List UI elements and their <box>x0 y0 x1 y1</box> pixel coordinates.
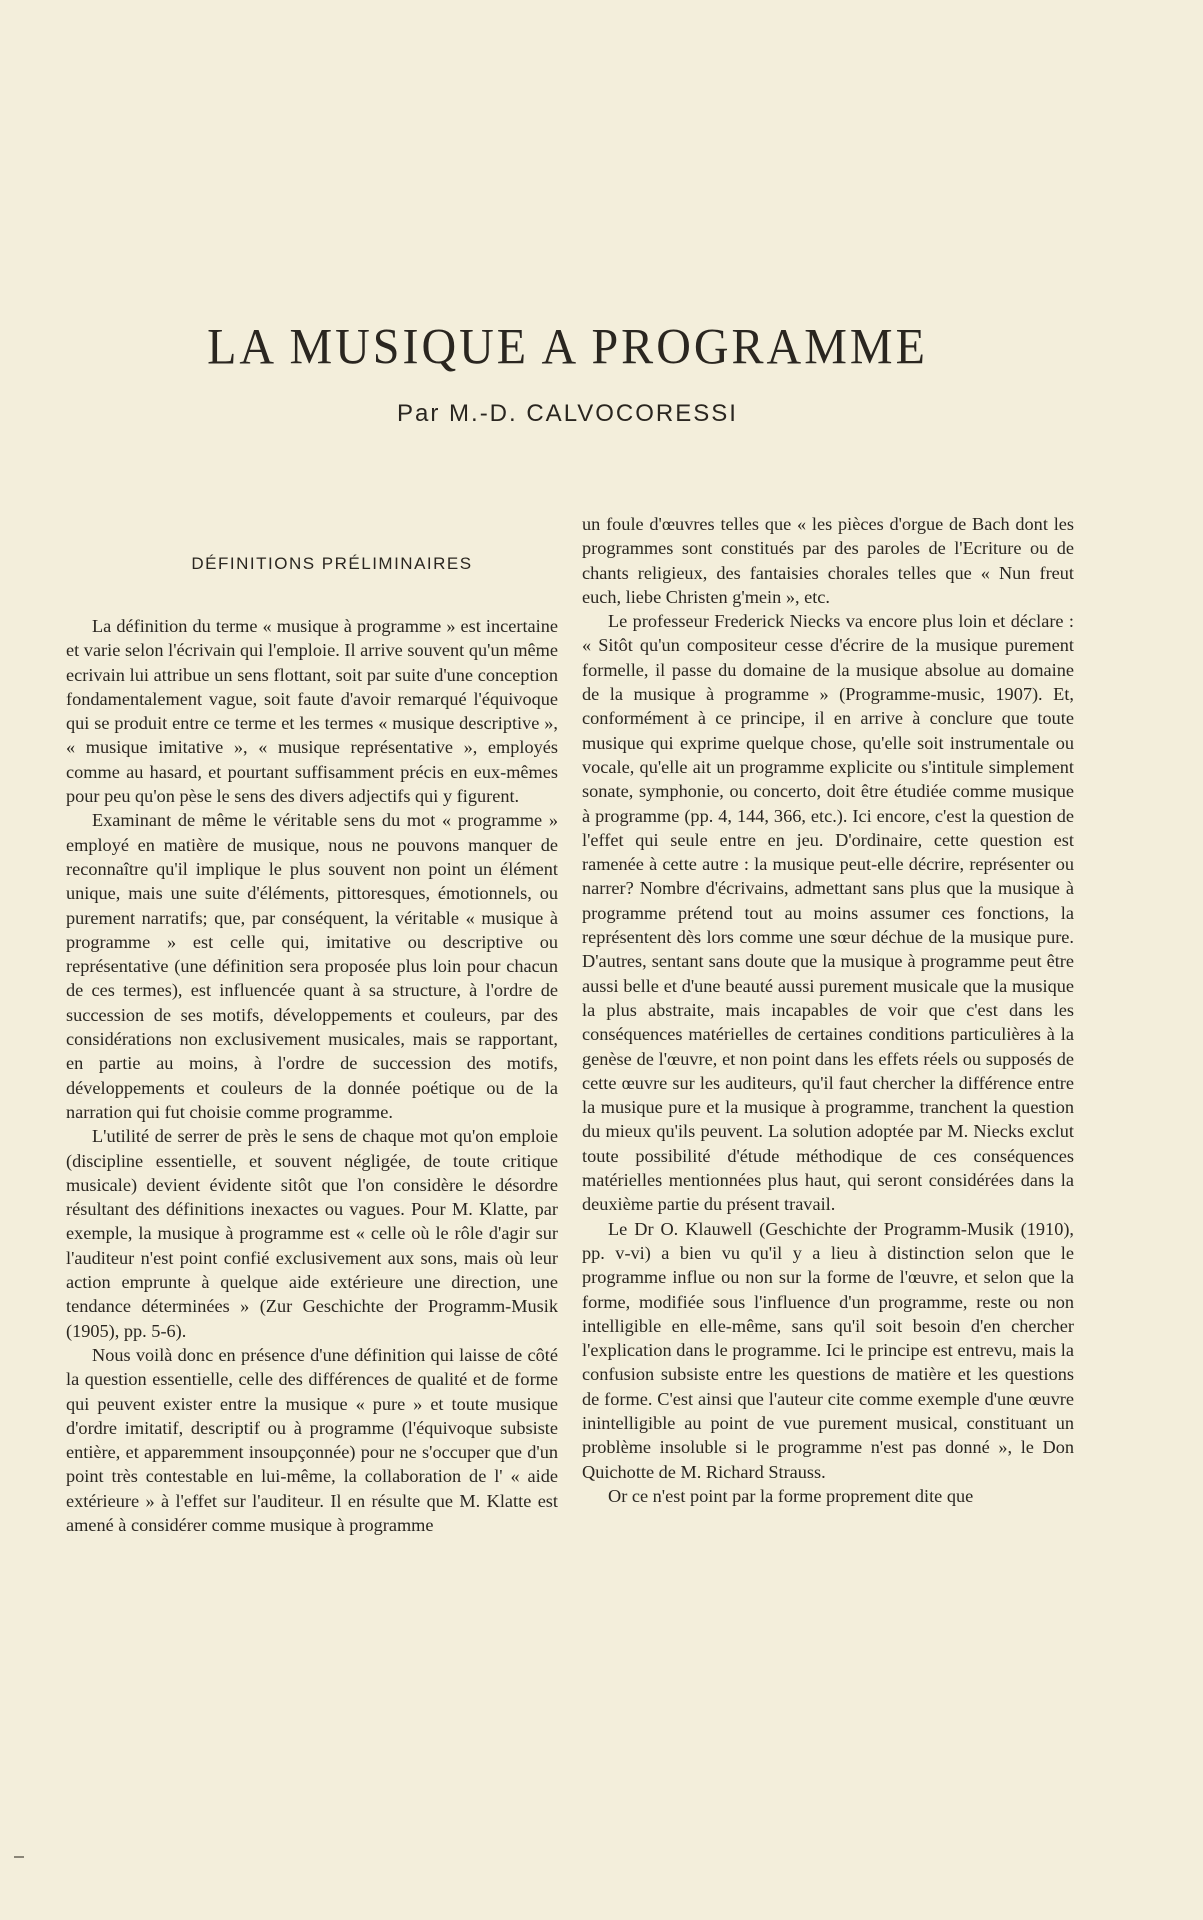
paragraph: Le Dr O. Klauwell (Geschichte der Programm-Musik (1910), pp. v-vi) a bien vu qu'il y a lieu à distinction selon que le programme influe ou non sur la forme de l'œuvre, et selon que la forme, modifiée sous l'influence d'un programme, reste ou non intelligible en elle-même, sans qu'il soit besoin d'en chercher l'explication dans le programme. Ici le principe est entrevu, mais la confusion subsiste entre les questions de matière et les questions de forme. C'est ainsi que l'auteur cite comme exemple d'une œuvre inintelligible au point de vue purement musical, constituant un problème insoluble si le programme n'est pas donné », le Don Quichotte de M. Richard Strauss. <box>582 1218 1074 1482</box>
left-column <box>66 552 558 1537</box>
paragraph: un foule d'œuvres telles que « les pièces d'orgue de Bach dont les programmes sont constitués par des paroles de l'Ecriture ou de chants religieux, des fantaisies chorales telles que « Nun freut euch, liebe Christen g'mein », etc. <box>582 514 1074 607</box>
paragraph: Examinant de même le véritable sens du mot « programme » employé en matière de musique, nous ne pouvons manquer de reconnaître qu'il implique le plus souvent non point un élément unique, mais une suite d'éléments, pittoresques, émotionnels, ou purement narratifs; que, par conséquent, la véritable « musique à programme » est celle qui, imitative ou descriptive ou représentative (une définition sera proposée plus loin pour chacun de ces termes), est influencée quant à sa structure, à l'ordre de succession de ses motifs, développements et couleurs, par des considérations non exclusivement musicales, mais se rapportant, en partie au moins, à l'ordre de succession des motifs, développements et couleurs de la donnée poétique ou de la narration qui fut choisie comme programme. <box>66 810 558 1122</box>
paragraph: La définition du terme « musique à programme » est incertaine et varie selon l'écrivain qui l'emploie. Il arrive souvent qu'un même ecrivain lui attribue un sens flottant, soit par suite d'une conception fondamentalement vague, soit faute d'avoir remarqué l'équivoque qui se produit entre ce terme et les termes « musique descriptive », « musique imitative », « musique représentative », employés comme au hasard, et pourtant suffisamment précis en eux-mêmes pour peu qu'on pèse le sens des divers adjectifs qui y figurent. <box>66 616 558 807</box>
right-column <box>582 512 1074 1508</box>
article-byline: Par M.-D. CALVOCORESSI <box>397 400 738 427</box>
margin-mark <box>14 1856 24 1858</box>
paragraph: L'utilité de serrer de près le sens de chaque mot qu'on emploie (discipline essentielle, et souvent négligée, de toute critique musicale) devient évidente sitôt que l'on considère le désordre résultant des définitions inexactes ou vagues. Pour M. Klatte, par exemple, la musique à programme est « celle où le rôle d'agir sur l'auditeur n'est point confié exclusivement aux sons, mais où leur action emprunte à quelque aide extérieure une direction, une tendance déterminées » (Zur Geschichte der Programm-Musik (1905), pp. 5-6). <box>66 1126 558 1341</box>
section-heading: DÉFINITIONS PRÉLIMINAIRES <box>191 554 473 573</box>
paragraph: Or ce n'est point par la forme proprement dite que <box>608 1485 974 1506</box>
article-title: LA MUSIQUE A PROGRAMME <box>207 319 928 376</box>
paragraph: Nous voilà donc en présence d'une définition qui laisse de côté la question essentielle, celle des différences de qualité et de forme qui peuvent exister entre la musique « pure » et toute musique d'ordre imitatif, descriptif ou à programme (l'équivoque subsiste entière, et apparemment insoupçonnée) pour ne s'occuper que d'un point très contestable en lui-même, la collaboration de l' « aide extérieure » à l'effet sur l'auditeur. Il en résulte que M. Klatte est amené à considérer comme musique à programme <box>66 1344 558 1535</box>
paragraph: Le professeur Frederick Niecks va encore plus loin et déclare : « Sitôt qu'un compositeur cesse d'écrire de la musique purement formelle, il passe du domaine de la musique absolue au domaine de la musique à programme » (Programme-music, 1907). Et, conformément à ce principe, il en arrive à conclure que toute musique qui exprime quelque chose, qu'elle soit instrumentale ou vocale, qu'elle ait un programme explicite ou s'intitule simplement sonate, symphonie, ou concerto, doit être étudiée comme musique à programme (pp. 4, 144, 366, etc.). Ici encore, c'est la question de l'effet qui seule entre en jeu. D'ordinaire, cette question est ramenée à cette autre : la musique peut-elle décrire, représenter ou narrer? Nombre d'écrivains, admettant sans plus que la musique à programme prétend tout au moins assumer ces fonctions, la représentent dès lors comme une sœur déchue de la musique pure. D'autres, sentant sans doute que la musique à programme peut être aussi belle et d'une beauté aussi purement musicale que la musique la plus abstraite, mais incapables de voir que c'est dans les conséquences matérielles de certaines conditions particulières à la genèse de l'œuvre, et non point dans les effets réels ou supposés de cette œuvre sur les auditeurs, qu'il faut chercher la différence entre la musique pure et la musique à programme, tranchent la question du mieux qu'ils peuvent. La solution adoptée par M. Niecks exclut toute possibilité d'étude méthodique de ces conséquences matérielles mentionnées plus haut, qui seront considérées dans la deuxième partie du présent travail. <box>582 611 1074 1215</box>
